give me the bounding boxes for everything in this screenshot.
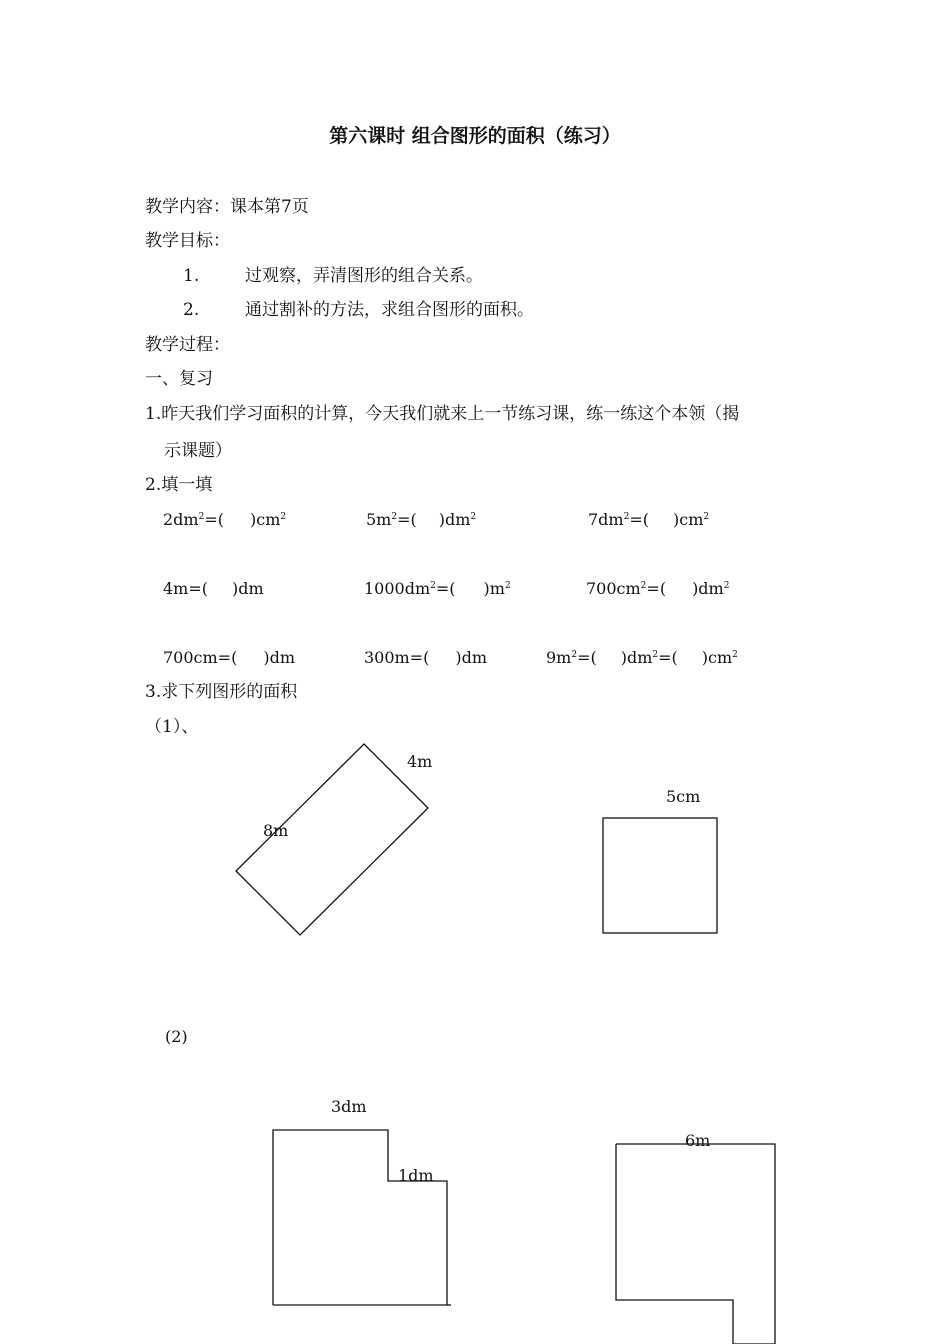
page-title: 第六课时 组合图形的面积（练习） (329, 125, 621, 147)
fig3-l-shape (273, 1130, 447, 1305)
part-1-label: （1）、 (145, 717, 199, 737)
fill-r2-c3: $700cm^2=$( )$dm^2$ (586, 579, 730, 598)
fill-r3-c1: 700cm=( )dm (163, 648, 295, 667)
fill-r2-c1: 4m=( )dm (163, 579, 264, 598)
fill-r3-c2: 300m=( )dm (364, 648, 488, 667)
process-heading: 教学过程： (145, 335, 230, 355)
fill-r1-c1: $2dm^2=$( )$cm^2$ (163, 510, 287, 529)
goal-1-number: 1. (183, 266, 200, 286)
fig4-l-shape (616, 1144, 775, 1344)
part-2-label: (2) (165, 1027, 188, 1046)
fill-r1-c3: $7dm^2=$( )$cm^2$ (588, 510, 710, 529)
fig1-label-8m: 8m (263, 821, 289, 840)
fill-r3-c3: $9m^2=$( )$dm^2=$( )$cm^2$ (546, 648, 738, 667)
goal-1-text: 过观察，弄清图形的组合关系。 (245, 266, 483, 286)
teaching-content: 教学内容：课本第7页 (145, 197, 309, 217)
goal-2-text: 通过割补的方法，求组合图形的面积。 (245, 300, 534, 320)
fig4-label-6m: 6m (685, 1131, 711, 1150)
item-2-heading: 2.填一填 (145, 475, 213, 495)
goal-2-number: 2. (183, 300, 200, 320)
fig2-square (603, 818, 717, 933)
section-review: 一、复习 (145, 369, 213, 389)
fig1-label-4m: 4m (407, 752, 433, 771)
fill-r2-c2: $1000dm^2=$( )$m^2$ (364, 579, 511, 598)
fig3-label-3dm: 3dm (331, 1097, 367, 1116)
item-1-line-2: 示课题） (164, 441, 232, 461)
fig2-label-5cm: 5cm (666, 787, 701, 806)
item-3-heading: 3.求下列图形的面积 (145, 682, 298, 702)
teaching-goals-heading: 教学目标： (145, 231, 230, 251)
fig3-label-1dm: 1dm (398, 1166, 434, 1185)
item-1-line-1: 1.昨天我们学习面积的计算，今天我们就来上一节练习课，练一练这个本领（揭 (145, 404, 740, 424)
fill-r1-c2: $5m^2=$( )$dm^2$ (366, 510, 477, 529)
